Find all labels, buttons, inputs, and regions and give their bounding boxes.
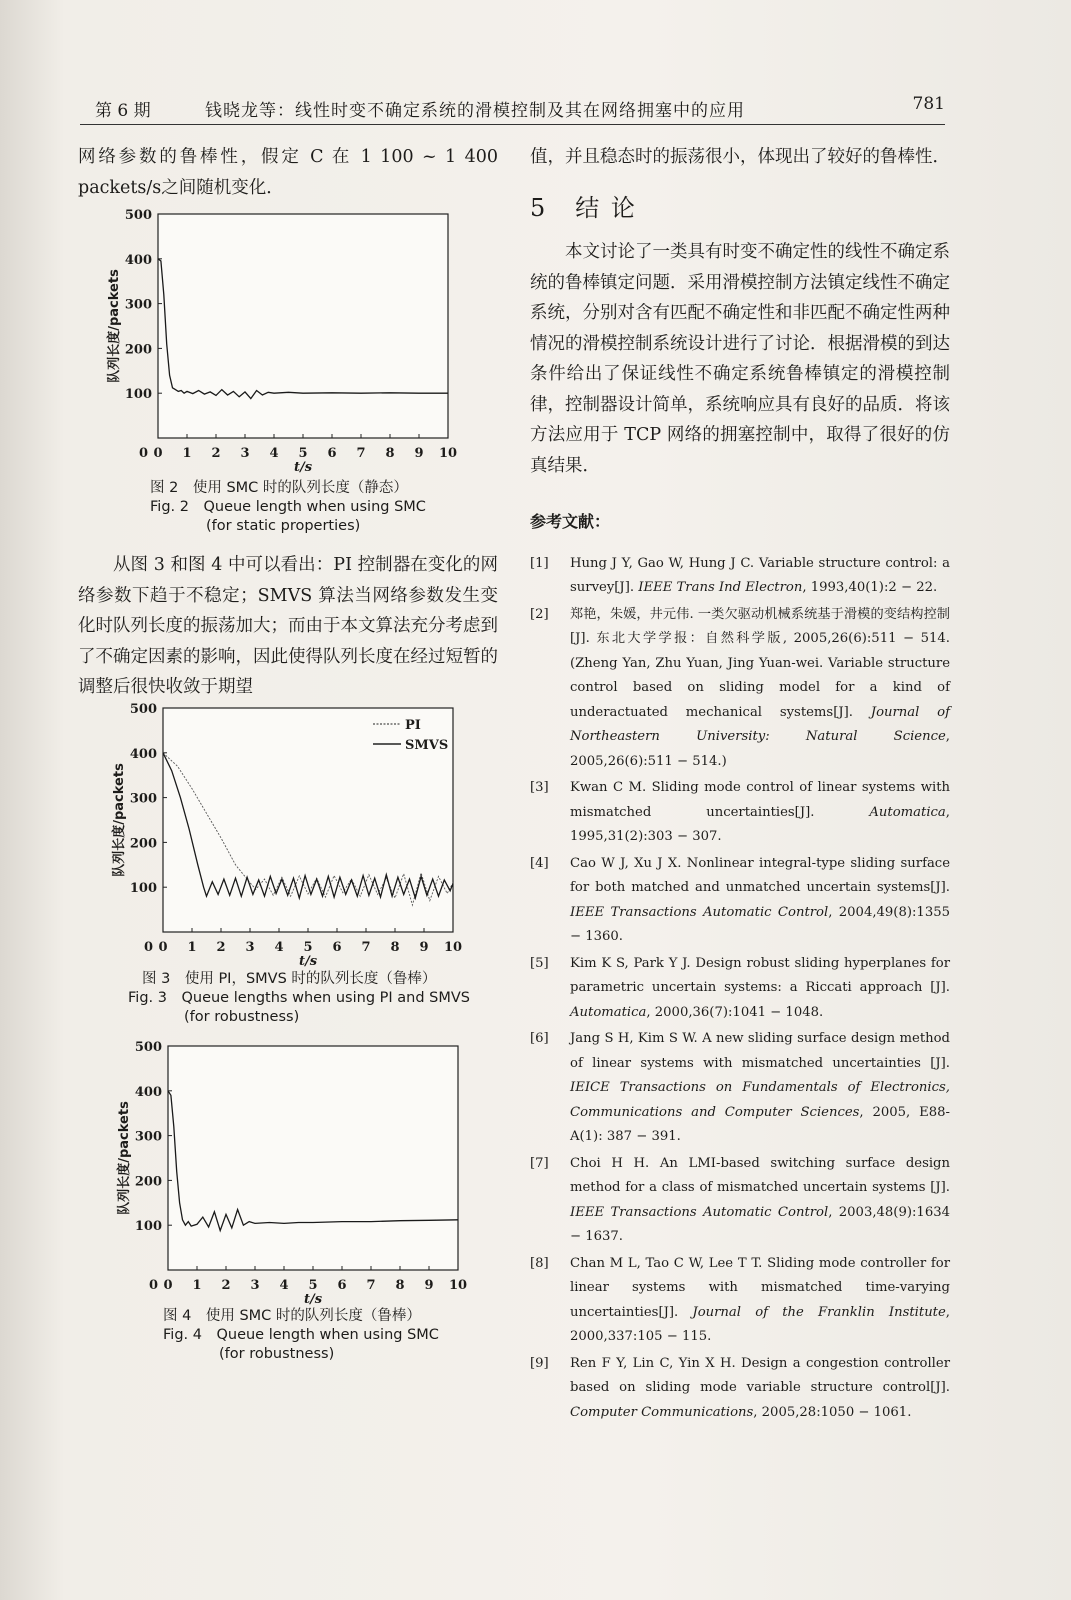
conclusion-paragraph: 本文讨论了一类具有时变不确定性的线性不确定系统的鲁棒镇定问题．采用滑模控制方法镇定线性不确定系统，分别对含有匹配不确定性和非匹配不确定性两种情况的滑模控制系统设计进行了讨论．根据滑模的到达条件给出了保证线性不确定系统鲁棒镇定的滑模控制律，控制器设计简单，系统响应具有良好的品质．将该方法应用于 TCP 网络的拥塞控制中，取得了很好的仿真结果． xyxy=(530,242,950,476)
section-heading xyxy=(530,193,950,224)
y-tick-label: 0 xyxy=(143,940,153,955)
y-tick-label: 100 xyxy=(129,881,157,897)
figure-4-chart xyxy=(110,1038,480,1306)
reference-item xyxy=(530,952,950,1026)
reference-tail: , 2005, E88-A(1): 387 − 391. xyxy=(570,1104,950,1144)
reference-item xyxy=(530,552,950,601)
left-para-1-block xyxy=(78,142,498,203)
reference-text: Kim K S, Park Y J. Design robust sliding hyperplanes for parametric uncertain systems: a Riccati approach [J]. xyxy=(570,955,950,995)
x-tick-label: 9 xyxy=(424,1278,434,1293)
reference-tail: , 2000,337:105 − 115. xyxy=(570,1304,950,1344)
reference-number: [6] xyxy=(530,1031,549,1046)
reference-tail: , 2004,49(8):1355 − 1360. xyxy=(570,904,950,944)
reference-journal: Journal of Northeastern University: Natural Science xyxy=(570,704,951,744)
reference-journal: IEICE Transactions on Fundamentals of Electronics, Communications and Computer Sciences xyxy=(570,1080,950,1120)
x-tick-label: 3 xyxy=(245,940,255,955)
x-tick-label: 5 xyxy=(303,940,313,955)
x-tick-label: 5 xyxy=(308,1278,318,1293)
reference-tail: , 1993,40(1):2 − 22. xyxy=(802,580,938,595)
y-tick-label: 200 xyxy=(129,836,157,852)
x-tick-label: 6 xyxy=(332,940,342,955)
figure-3-caption-en: Fig. 3 Queue lengths when using PI and SMVS xyxy=(128,990,470,1006)
y-tick-label: 0 xyxy=(148,1278,158,1293)
x-axis-label: t/s xyxy=(298,954,318,969)
y-axis-label: 队列长度/packets xyxy=(107,269,122,383)
figure-4-caption-en2: (for robustness) xyxy=(219,1346,335,1362)
y-tick-label: 200 xyxy=(134,1174,162,1190)
reference-tail: , 2005,26(6):511 − 514.) xyxy=(570,729,950,769)
figure-2-chart xyxy=(100,206,470,474)
reference-item xyxy=(530,1152,950,1250)
figure-3-caption-en2: (for robustness) xyxy=(184,1009,300,1025)
x-tick-label: 2 xyxy=(221,1278,231,1293)
figure-3-caption-zh: 图 3 使用 PI，SMVS 时的队列长度（鲁棒） xyxy=(142,971,437,987)
y-tick-label: 400 xyxy=(129,746,157,762)
figure-2-caption xyxy=(150,479,426,536)
x-tick-label: 6 xyxy=(327,446,337,461)
reference-number: [7] xyxy=(530,1155,549,1171)
x-tick-label: 7 xyxy=(366,1278,376,1293)
legend-label: PI xyxy=(405,718,421,733)
reference-text: Cao W J, Xu J X. Nonlinear integral-type sliding surface for both matched and unmatched uncertain systems[J]. xyxy=(570,855,950,895)
header-rule xyxy=(80,124,945,125)
figure-2-caption-zh: 图 2 使用 SMC 时的队列长度（静态） xyxy=(150,480,408,496)
x-tick-label: 7 xyxy=(361,940,371,955)
left-para-2: 从图 3 和图 4 中可以看出：PI 控制器在变化的网络参数下趋于不稳定；SMVS 算法当网络参数发生变化时队列长度的振荡加大；而由于本文算法充分考虑到了不确定因素的影响，因此使得队列长度在经过短暂的调整后很快收敛于期望 xyxy=(78,555,498,697)
reference-journal: IEEE Transactions Automatic Control xyxy=(570,904,829,920)
figure-4-caption-zh: 图 4 使用 SMC 时的队列长度（鲁棒） xyxy=(163,1308,421,1324)
figure-3 xyxy=(105,700,475,968)
x-tick-label: 1 xyxy=(192,1278,202,1293)
reference-item xyxy=(530,1352,950,1426)
x-tick-label: 0 xyxy=(158,940,168,955)
reference-journal: Computer Communications xyxy=(570,1404,754,1420)
reference-text: 郑艳，朱媛，井元伟. 一类欠驱动机械系统基于滑模的变结构控制[J]. 东北大学学报：自然科学版, 2005,26(6):511 − 514. (Zheng Yan, Zhu Yuan, Jing Yuan-wei. Variable structure control based on sliding model for a kind of underactuated mechanical systems[J]. xyxy=(570,606,950,720)
figure-2-caption-en2: (for static properties) xyxy=(206,518,361,534)
reference-journal: Journal of the Franklin Institute xyxy=(692,1304,946,1320)
reference-text: Hung J Y, Gao W, Hung J C. Variable structure control: a survey[J]. xyxy=(570,555,950,595)
reference-number: [9] xyxy=(530,1355,549,1371)
y-tick-label: 300 xyxy=(124,297,152,313)
x-tick-label: 2 xyxy=(216,940,226,955)
x-tick-label: 10 xyxy=(443,940,463,955)
reference-journal: Automatica xyxy=(570,1004,647,1020)
x-axis-label: t/s xyxy=(303,1292,323,1307)
y-tick-label: 300 xyxy=(129,791,157,807)
reference-number: [1] xyxy=(530,555,549,571)
figure-3-chart xyxy=(105,700,475,968)
y-tick-label: 0 xyxy=(138,446,148,461)
reference-tail: , 2005,28:1050 − 1061. xyxy=(753,1404,912,1420)
x-tick-label: 7 xyxy=(356,446,366,461)
x-tick-label: 2 xyxy=(211,446,221,461)
right-column xyxy=(530,142,950,1427)
reference-tail: , 2003,48(9):1634 − 1637. xyxy=(570,1204,950,1244)
figure-4 xyxy=(110,1038,480,1306)
figure-3-caption xyxy=(128,970,470,1027)
figure-4-caption-en: Fig. 4 Queue length when using SMC xyxy=(163,1327,439,1343)
y-tick-label: 100 xyxy=(124,387,152,403)
y-axis-label: 队列长度/packets xyxy=(117,1101,132,1215)
references-list xyxy=(530,552,950,1426)
reference-journal: IEEE Transactions Automatic Control xyxy=(570,1204,829,1220)
reference-item xyxy=(530,776,950,850)
x-tick-label: 8 xyxy=(385,446,395,461)
x-tick-label: 1 xyxy=(187,940,197,955)
legend-label: SMVS xyxy=(405,738,449,753)
y-tick-label: 300 xyxy=(134,1129,162,1145)
x-tick-label: 6 xyxy=(337,1278,347,1293)
figure-4-caption xyxy=(163,1307,439,1364)
y-tick-label: 200 xyxy=(124,342,152,358)
reference-tail: , 1995,31(2):303 − 307. xyxy=(570,804,950,844)
reference-text: Choi H H. An LMI-based switching surface design method for a class of mismatched uncertain systems [J]. xyxy=(570,1155,950,1195)
section-number: 5 xyxy=(530,193,548,222)
section-title: 结 论 xyxy=(575,193,637,222)
x-tick-label: 4 xyxy=(269,446,279,461)
x-axis-label: t/s xyxy=(293,460,313,475)
reference-number: [3] xyxy=(530,780,549,795)
reference-text: Kwan C M. Sliding mode control of linear systems with mismatched uncertainties[J]. xyxy=(570,780,950,820)
plot-frame xyxy=(158,214,448,438)
running-header xyxy=(95,96,945,124)
plot-frame xyxy=(168,1046,458,1270)
reference-tail: , 2000,36(7):1041 − 1048. xyxy=(646,1004,824,1020)
x-tick-label: 0 xyxy=(163,1278,173,1293)
figure-2 xyxy=(100,206,470,474)
right-para-1: 值，并且稳态时的振荡很小，体现出了较好的鲁棒性． xyxy=(530,147,950,167)
reference-text: Jang S H, Kim S W. A new sliding surface design method of linear systems with mismatched uncertainties [J]. xyxy=(570,1031,950,1071)
y-tick-label: 500 xyxy=(124,208,152,223)
x-tick-label: 5 xyxy=(298,446,308,461)
x-tick-label: 10 xyxy=(448,1278,468,1293)
figure-2-caption-en: Fig. 2 Queue length when using SMC xyxy=(150,499,426,515)
reference-number: [4] xyxy=(530,855,549,871)
x-tick-label: 8 xyxy=(395,1278,405,1293)
y-tick-label: 500 xyxy=(134,1040,162,1055)
y-tick-label: 100 xyxy=(134,1219,162,1235)
x-tick-label: 9 xyxy=(419,940,429,955)
reference-item xyxy=(530,603,950,775)
reference-number: [2] xyxy=(530,606,549,622)
x-tick-label: 1 xyxy=(182,446,192,461)
y-tick-label: 400 xyxy=(134,1084,162,1100)
issue-label: 第 6 期 xyxy=(95,101,151,121)
reference-number: [5] xyxy=(530,955,549,971)
running-title: 钱晓龙等：线性时变不确定系统的滑模控制及其在网络拥塞中的应用 xyxy=(205,101,745,121)
reference-item xyxy=(530,1027,950,1150)
page-number: 781 xyxy=(912,94,945,114)
reference-number: [8] xyxy=(530,1255,549,1271)
reference-item xyxy=(530,852,950,950)
x-tick-label: 8 xyxy=(390,940,400,955)
x-tick-label: 0 xyxy=(153,446,163,461)
x-tick-label: 4 xyxy=(274,940,284,955)
x-tick-label: 10 xyxy=(438,446,458,461)
x-tick-label: 4 xyxy=(279,1278,289,1293)
x-tick-label: 3 xyxy=(250,1278,260,1293)
reference-journal: Automatica xyxy=(869,804,946,820)
reference-journal: IEEE Trans Ind Electron xyxy=(638,580,803,595)
x-tick-label: 3 xyxy=(240,446,250,461)
y-tick-label: 500 xyxy=(129,702,157,717)
reference-text: Ren F Y, Lin C, Yin X H. Design a congestion controller based on sliding mode variable structure control[J]. xyxy=(570,1355,950,1395)
y-axis-label: 队列长度/packets xyxy=(112,763,127,877)
x-tick-label: 9 xyxy=(414,446,424,461)
left-para-1: 网络参数的鲁棒性，假定 C 在 1 100 ~ 1 400 packets/s之间随机变化． xyxy=(78,147,498,198)
references-heading: 参考文献： xyxy=(530,512,611,531)
y-tick-label: 400 xyxy=(124,252,152,268)
left-para-2-block xyxy=(78,550,498,703)
reference-text: Chan M L, Tao C W, Lee T T. Sliding mode controller for linear systems with mismatched time-varying uncertainties[J]. xyxy=(570,1255,950,1320)
reference-item xyxy=(530,1252,950,1350)
